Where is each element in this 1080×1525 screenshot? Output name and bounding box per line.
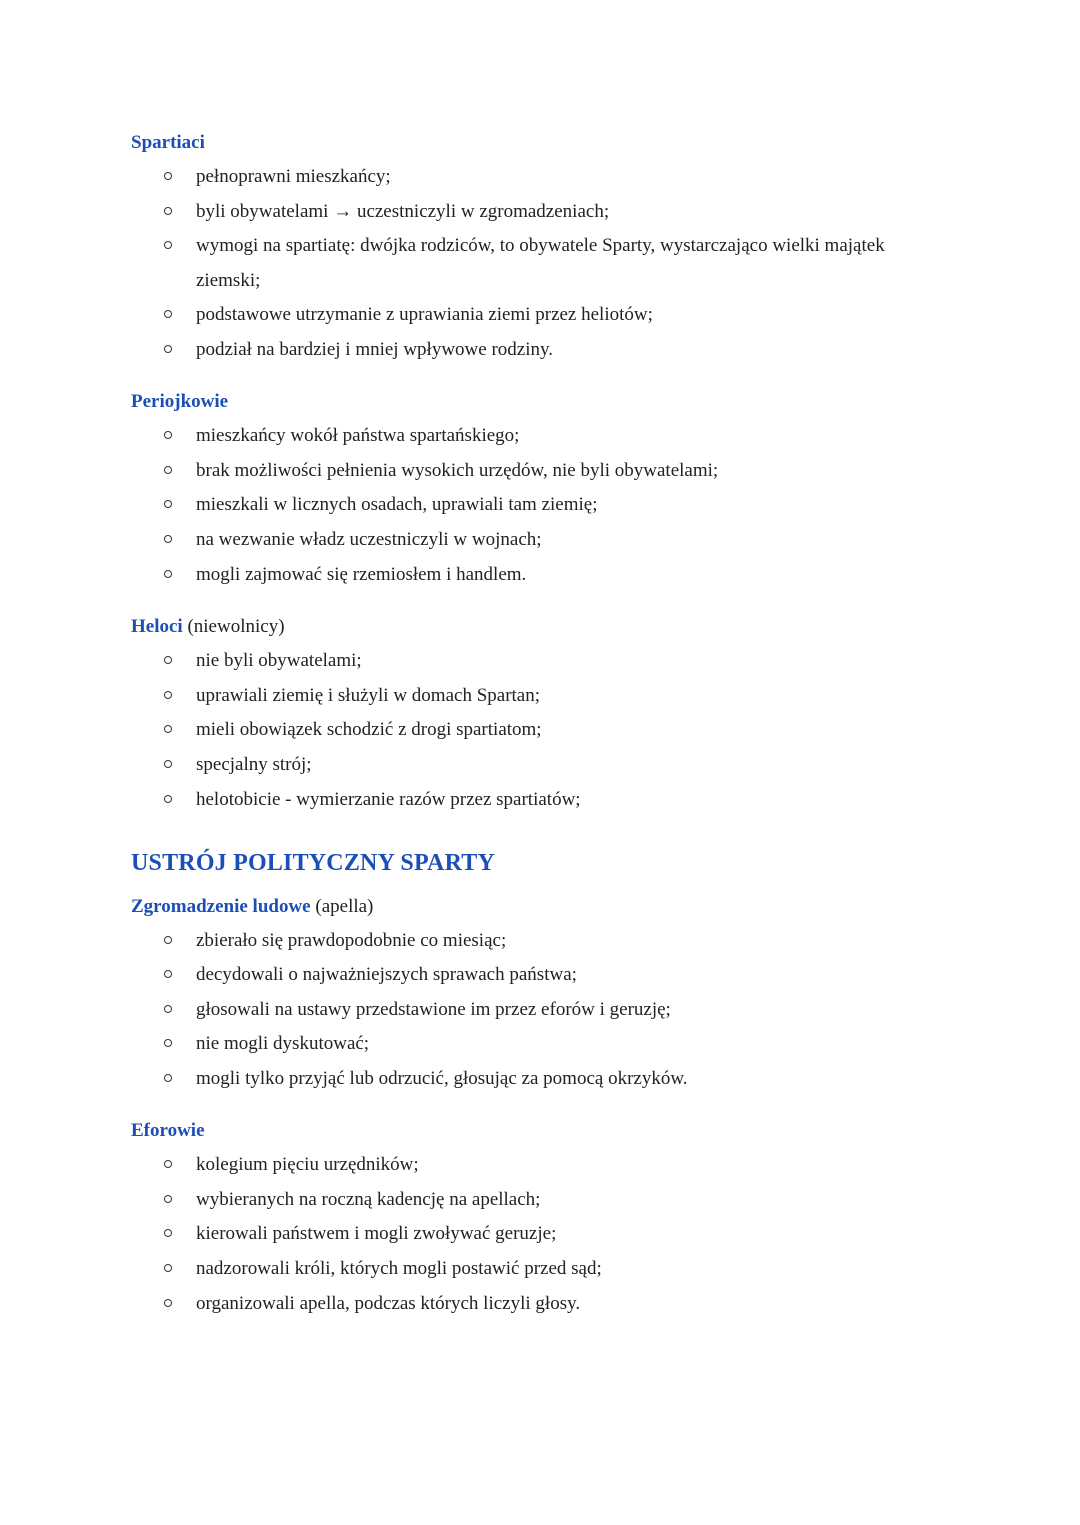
list-item-text: nie mogli dyskutować; — [196, 1033, 370, 1054]
section-heading-zgromadzenie — [131, 895, 373, 919]
list-item — [0, 963, 1080, 989]
list-item — [0, 1292, 1080, 1318]
section-heading-title: Spartiaci — [131, 132, 205, 153]
list-item — [0, 338, 1080, 364]
section-heading-suffix: (apella) — [310, 896, 374, 917]
section-heading-suffix: (niewolnicy) — [182, 616, 285, 637]
circle-bullet-icon — [164, 760, 172, 768]
section-heading-periojkowie — [131, 390, 228, 414]
list-item-text: mieszkańcy wokół państwa spartańskiego; — [196, 425, 520, 446]
circle-bullet-icon — [164, 207, 172, 215]
list-item — [0, 718, 1080, 744]
list-item — [0, 459, 1080, 485]
list-item — [0, 1032, 1080, 1058]
list-item-text: nadzorowali króli, których mogli postawić przed sąd; — [196, 1258, 602, 1279]
circle-bullet-icon — [164, 570, 172, 578]
list-item — [0, 424, 1080, 450]
list-item — [0, 1188, 1080, 1214]
circle-bullet-icon — [164, 431, 172, 439]
list-item — [0, 1222, 1080, 1248]
list-item-text: mogli tylko przyjąć lub odrzucić, głosując za pomocą okrzyków. — [196, 1068, 688, 1089]
section-heading-title: Zgromadzenie ludowe — [131, 896, 311, 917]
list-item — [0, 1067, 1080, 1093]
circle-bullet-icon — [164, 656, 172, 664]
list-item-text: nie byli obywatelami; — [196, 650, 362, 671]
circle-bullet-icon — [164, 1264, 172, 1272]
list-item-text: byli obywatelami → uczestniczyli w zgromadzeniach; — [196, 201, 610, 222]
circle-bullet-icon — [164, 172, 172, 180]
circle-bullet-icon — [164, 535, 172, 543]
list-item-text: decydowali o najważniejszych sprawach państwa; — [196, 964, 577, 985]
circle-bullet-icon — [164, 1229, 172, 1237]
circle-bullet-icon — [164, 466, 172, 474]
list-item-text: helotobicie - wymierzanie razów przez spartiatów; — [196, 789, 581, 810]
list-item — [0, 303, 1080, 329]
list-item-text: mogli zajmować się rzemiosłem i handlem. — [196, 564, 527, 585]
list-item-text: kolegium pięciu urzędników; — [196, 1154, 419, 1175]
list-item-text: na wezwanie władz uczestniczyli w wojnach; — [196, 529, 542, 550]
section-heading-spartiaci — [131, 131, 205, 155]
list-item-text: podział na bardziej i mniej wpływowe rodziny. — [196, 339, 554, 360]
circle-bullet-icon — [164, 241, 172, 249]
circle-bullet-icon — [164, 310, 172, 318]
circle-bullet-icon — [164, 1039, 172, 1047]
circle-bullet-icon — [164, 1299, 172, 1307]
section-heading-heloci — [131, 615, 285, 639]
list-item — [0, 234, 1080, 260]
list-item — [0, 200, 1080, 226]
circle-bullet-icon — [164, 1074, 172, 1082]
list-item-continuation — [0, 269, 1080, 295]
list-item-text: uprawiali ziemię i służyli w domach Spartan; — [196, 685, 541, 706]
list-item-text: organizowali apella, podczas których liczyli głosy. — [196, 1293, 581, 1314]
list-item-text: specjalny strój; — [196, 754, 312, 775]
list-item — [0, 684, 1080, 710]
list-item-text: głosowali na ustawy przedstawione im przez eforów i geruzję; — [196, 999, 671, 1020]
list-item-text: ziemski; — [196, 270, 261, 291]
list-item — [0, 563, 1080, 589]
circle-bullet-icon — [164, 345, 172, 353]
list-item — [0, 753, 1080, 779]
list-item — [0, 649, 1080, 675]
section-heading-title: Eforowie — [131, 1120, 205, 1141]
circle-bullet-icon — [164, 1195, 172, 1203]
circle-bullet-icon — [164, 1005, 172, 1013]
list-item-text: mieli obowiązek schodzić z drogi spartiatom; — [196, 719, 542, 740]
list-item-text: wybieranych na roczną kadencję na apellach; — [196, 1189, 541, 1210]
list-item-text: brak możliwości pełnienia wysokich urzędów, nie byli obywatelami; — [196, 460, 719, 481]
page-title: USTRÓJ POLITYCZNY SPARTY — [131, 850, 496, 876]
circle-bullet-icon — [164, 691, 172, 699]
list-item — [0, 929, 1080, 955]
circle-bullet-icon — [164, 795, 172, 803]
list-item — [0, 165, 1080, 191]
circle-bullet-icon — [164, 1160, 172, 1168]
list-item — [0, 1153, 1080, 1179]
list-item-text: podstawowe utrzymanie z uprawiania ziemi przez heliotów; — [196, 304, 653, 325]
section-heading-title: Heloci — [131, 616, 183, 637]
circle-bullet-icon — [164, 725, 172, 733]
list-item-text: mieszkali w licznych osadach, uprawiali tam ziemię; — [196, 494, 598, 515]
list-item-text: pełnoprawni mieszkańcy; — [196, 166, 391, 187]
list-item — [0, 528, 1080, 554]
circle-bullet-icon — [164, 936, 172, 944]
section-heading-eforowie — [131, 1119, 205, 1143]
list-item — [0, 493, 1080, 519]
list-item — [0, 788, 1080, 814]
section-heading-title: Periojkowie — [131, 391, 229, 412]
list-item-text: kierowali państwem i mogli zwoływać geruzje; — [196, 1223, 557, 1244]
circle-bullet-icon — [164, 970, 172, 978]
list-item — [0, 998, 1080, 1024]
list-item-text: zbierało się prawdopodobnie co miesiąc; — [196, 930, 507, 951]
circle-bullet-icon — [164, 500, 172, 508]
list-item — [0, 1257, 1080, 1283]
list-item-text: wymogi na spartiatę: dwójka rodziców, to obywatele Sparty, wystarczająco wielki majątek — [196, 235, 885, 256]
